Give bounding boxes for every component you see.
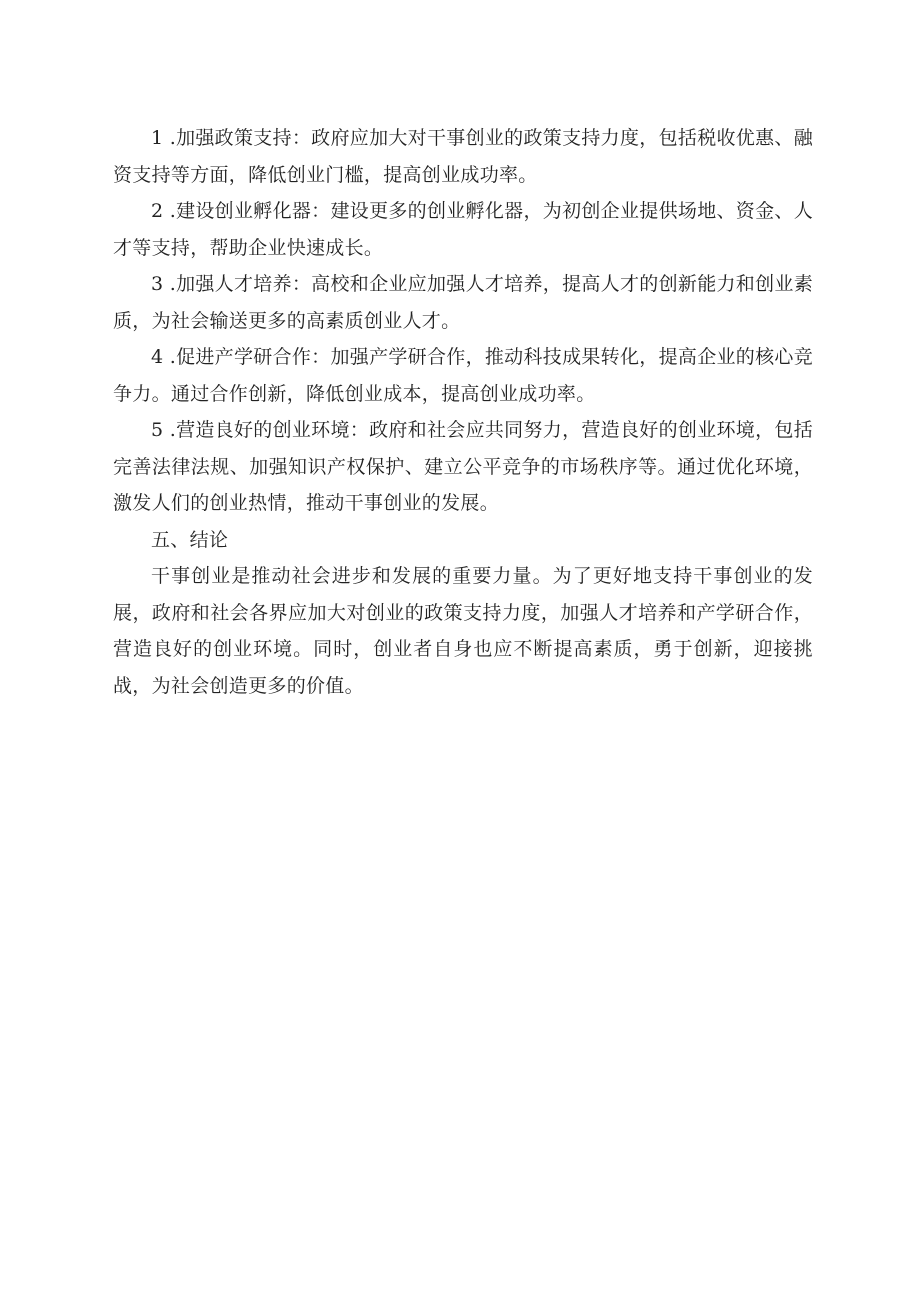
list-item-number: 1	[151, 127, 164, 149]
list-item-number: 4	[151, 346, 164, 368]
list-item-2	[113, 193, 813, 266]
list-item-text: .营造良好的创业环境：政府和社会应共同努力，营造良好的创业环境，包括完善法律法规、加强知识产权保护、建立公平竞争的市场秩序等。通过优化环境，激发人们的创业热情，推动干事创业的发展。	[113, 419, 813, 514]
document-body	[113, 120, 813, 704]
list-item-1	[113, 120, 813, 193]
section-heading: 五、结论	[151, 528, 229, 551]
list-item-text: .促进产学研合作：加强产学研合作，推动科技成果转化，提高企业的核心竞争力。通过合作创新，降低创业成本，提高创业成功率。	[113, 346, 813, 405]
conclusion-paragraph: 干事创业是推动社会进步和发展的重要力量。为了更好地支持干事创业的发展，政府和社会各界应加大对创业的政策支持力度，加强人才培养和产学研合作，营造良好的创业环境。同时，创业者自身也应不断提高素质，勇于创新，迎接挑战，为社会创造更多的价值。	[113, 565, 813, 697]
list-item-3	[113, 266, 813, 339]
list-item-number: 5	[151, 419, 164, 441]
list-item-text: .加强人才培养：高校和企业应加强人才培养，提高人才的创新能力和创业素质，为社会输送更多的高素质创业人才。	[113, 273, 813, 332]
list-item-text: .建设创业孵化器：建设更多的创业孵化器，为初创企业提供场地、资金、人才等支持，帮助企业快速成长。	[113, 200, 813, 259]
list-item-number: 3	[151, 273, 164, 295]
list-item-4	[113, 339, 813, 412]
list-item-5	[113, 412, 813, 522]
list-item-number: 2	[151, 200, 164, 222]
list-item-text: .加强政策支持：政府应加大对干事创业的政策支持力度，包括税收优惠、融资支持等方面，降低创业门槛，提高创业成功率。	[113, 127, 813, 186]
